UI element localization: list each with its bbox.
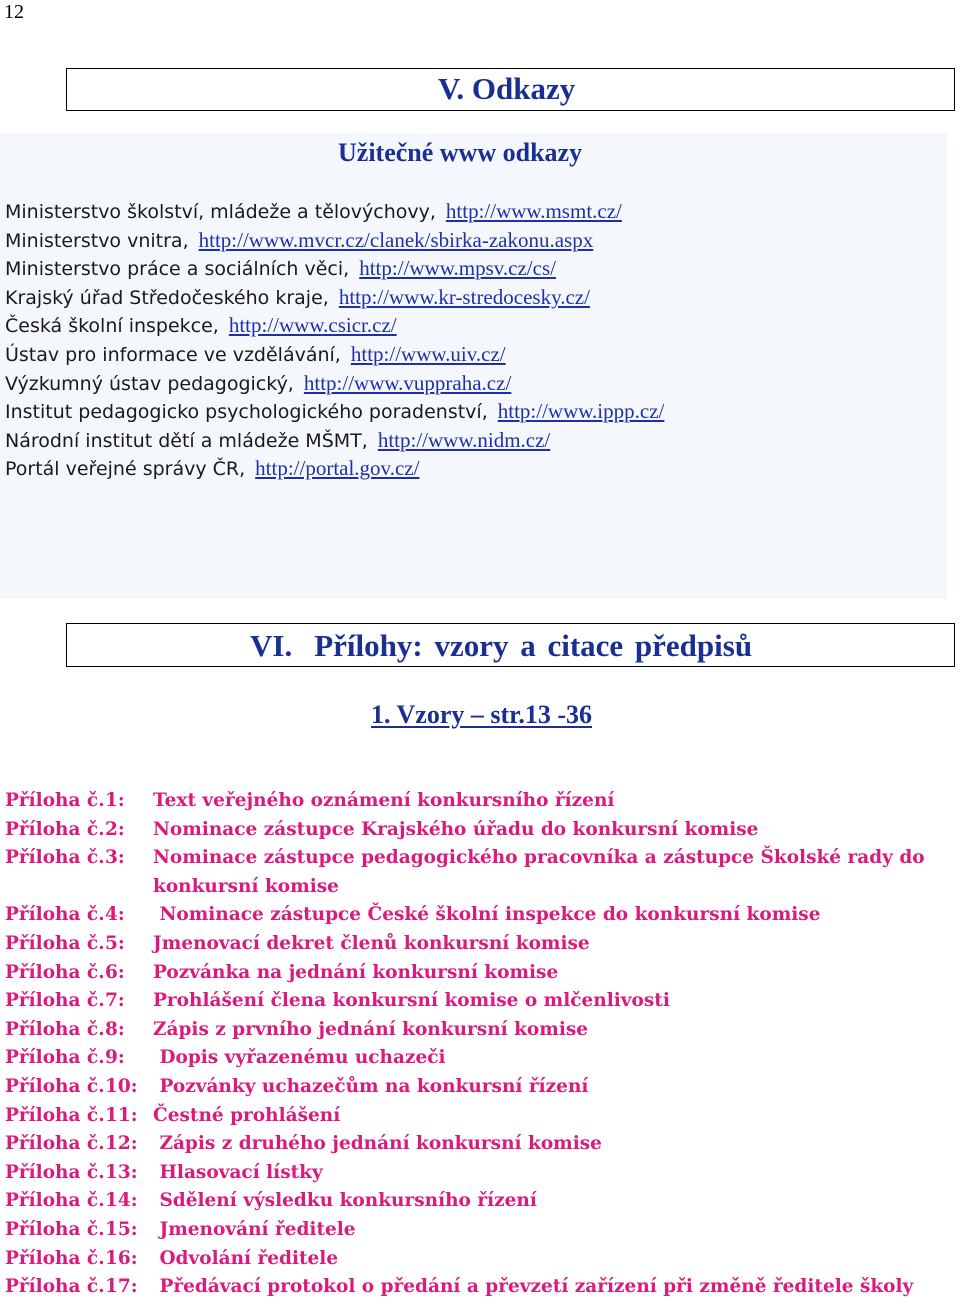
link-url[interactable]: http://www.mvcr.cz/clanek/sbirka-zakonu.aspx: [198, 227, 594, 252]
annex-title: Hlasovací lístky: [153, 1161, 323, 1183]
section-6-title: [250, 627, 752, 665]
link-item: [5, 340, 664, 369]
annex-number: 5:: [105, 932, 125, 954]
annex-label: Příloha č.: [5, 1218, 105, 1240]
annex-title: Nominace zástupce pedagogického pracovníka a zástupce Školské rady do: [153, 847, 925, 869]
annex-label: Příloha č.: [5, 1276, 105, 1298]
annex-number: 13:: [105, 1161, 138, 1183]
link-url[interactable]: http://www.csicr.cz/: [228, 313, 397, 338]
annex-title: Nominace zástupce České školní inspekce do konkursní komise: [153, 904, 821, 926]
templates-heading: 1. Vzory – str.13 -36: [371, 700, 592, 729]
annex-title: Text veřejného oznámení konkursního řízení: [153, 790, 615, 811]
link-url[interactable]: http://www.nidm.cz/: [377, 427, 551, 452]
annex-title: Pozvánka na jednání konkursní komise: [153, 961, 559, 983]
section-5-title: V. Odkazy: [438, 71, 576, 106]
annex-title: Čestné prohlášení: [153, 1104, 341, 1126]
annex-number: 15:: [105, 1218, 138, 1240]
annex-number: 7:: [105, 990, 125, 1012]
link-url[interactable]: http://www.msmt.cz/: [445, 199, 622, 223]
annex-label: Příloha č.: [5, 1247, 105, 1269]
annex-item: [5, 987, 925, 1016]
annex-title: Prohlášení člena konkursní komise o mlčenlivosti: [153, 990, 670, 1012]
link-org: Ministerstvo práce a sociálních věci,: [5, 258, 350, 281]
annex-number: 10:: [105, 1075, 138, 1097]
section-6-title-text: Přílohy: vzory a citace předpisů: [314, 628, 753, 663]
annex-title: Jmenovací dekret členů konkursní komise: [153, 932, 590, 954]
annex-number: 6:: [105, 961, 125, 983]
link-org: Portál veřejné správy ČR,: [5, 458, 246, 481]
annex-title: Sdělení výsledku konkursního řízení: [153, 1190, 537, 1212]
annex-number: 12:: [105, 1133, 138, 1155]
link-org: Výzkumný ústav pedagogický,: [5, 372, 294, 395]
annex-label: Příloha č.: [5, 1018, 105, 1040]
annex-item: [5, 787, 925, 816]
link-org: Krajský úřad Středočeského kraje,: [5, 286, 329, 309]
annex-label: Příloha č.: [5, 961, 105, 983]
link-item: [5, 454, 664, 483]
annex-title: Zápis z druhého jednání konkursní komise: [153, 1133, 602, 1155]
annex-label: Příloha č.: [5, 1075, 105, 1097]
link-org: Institut pedagogicko psychologického poradenství,: [5, 401, 488, 424]
link-org: Ústav pro informace ve vzdělávání,: [5, 343, 341, 366]
annex-item: [5, 959, 925, 988]
link-org: Národní institut dětí a mládeže MŠMT,: [5, 429, 368, 452]
annex-item: [5, 844, 925, 901]
link-item: [5, 426, 664, 455]
annex-label: Příloha č.: [5, 847, 105, 869]
link-org: Ministerstvo školství, mládeže a tělovýchovy,: [5, 201, 436, 223]
link-url[interactable]: http://www.kr-stredocesky.cz/: [338, 284, 590, 309]
annex-item: [5, 930, 925, 959]
useful-links-heading: Užitečné www odkazy: [338, 138, 583, 167]
link-item: [5, 369, 664, 398]
annex-label: Příloha č.: [5, 790, 105, 811]
annex-label: Příloha č.: [5, 1161, 105, 1183]
annex-title: Zápis z prvního jednání konkursní komise: [153, 1018, 589, 1040]
annex-label: Příloha č.: [5, 1190, 105, 1212]
annex-label: Příloha č.: [5, 1104, 105, 1126]
annex-item: [5, 1130, 925, 1159]
annex-item: [5, 1102, 925, 1131]
link-url[interactable]: http://portal.gov.cz/: [255, 456, 420, 481]
annex-number: 17:: [105, 1276, 138, 1298]
annex-item: [5, 1073, 925, 1102]
link-url[interactable]: http://www.uiv.cz/: [350, 341, 506, 366]
annex-item: [5, 1044, 925, 1073]
annex-number: 8:: [105, 1018, 125, 1040]
annex-label: Příloha č.: [5, 1047, 105, 1069]
link-url[interactable]: http://www.vuppraha.cz/: [303, 370, 512, 395]
annex-item: [5, 1187, 925, 1216]
annex-item: [5, 1159, 925, 1188]
annex-label: Příloha č.: [5, 818, 105, 840]
annex-list: [5, 787, 925, 1302]
link-org: Ministerstvo vnitra,: [5, 229, 189, 252]
annex-title: Odvolání ředitele: [153, 1247, 339, 1269]
link-item: [5, 283, 664, 312]
annex-item: [5, 1245, 925, 1274]
annex-label: Příloha č.: [5, 904, 105, 926]
annex-item: [5, 901, 925, 930]
annex-title: Předávací protokol o předání a převzetí zařízení při změně ředitele školy: [153, 1276, 914, 1298]
annex-number: 11:: [105, 1104, 138, 1126]
link-item: [5, 311, 664, 340]
page-number: 12: [4, 1, 24, 23]
annex-item: [5, 816, 925, 845]
annex-item: [5, 1273, 925, 1302]
link-item: [5, 254, 664, 283]
link-item: [5, 226, 664, 255]
annex-number: 16:: [105, 1247, 138, 1269]
section-6-number: VI.: [250, 628, 293, 663]
annex-item: [5, 1016, 925, 1045]
annex-number: 3:: [105, 847, 125, 869]
annex-label: Příloha č.: [5, 990, 105, 1012]
annex-label: Příloha č.: [5, 1133, 105, 1155]
links-list: [5, 197, 664, 483]
annex-title: Pozvánky uchazečům na konkursní řízení: [153, 1075, 589, 1097]
link-url[interactable]: http://www.mpsv.cz/cs/: [359, 256, 556, 281]
link-url[interactable]: http://www.ippp.cz/: [497, 399, 665, 424]
link-item: [5, 397, 664, 426]
link-item: [5, 197, 664, 226]
annex-title-continuation: konkursní komise: [153, 875, 339, 897]
annex-number: 1:: [105, 790, 125, 811]
annex-number: 14:: [105, 1190, 138, 1212]
annex-item: [5, 1216, 925, 1245]
annex-number: 4:: [105, 904, 125, 926]
annex-number: 2:: [105, 818, 125, 840]
annex-label: Příloha č.: [5, 932, 105, 954]
annex-title: Nominace zástupce Krajského úřadu do konkursní komise: [153, 818, 759, 840]
annex-title: Dopis vyřazenému uchazeči: [153, 1047, 446, 1069]
link-org: Česká školní inspekce,: [5, 315, 219, 338]
annex-number: 9:: [105, 1047, 125, 1069]
annex-title: Jmenování ředitele: [153, 1218, 356, 1240]
